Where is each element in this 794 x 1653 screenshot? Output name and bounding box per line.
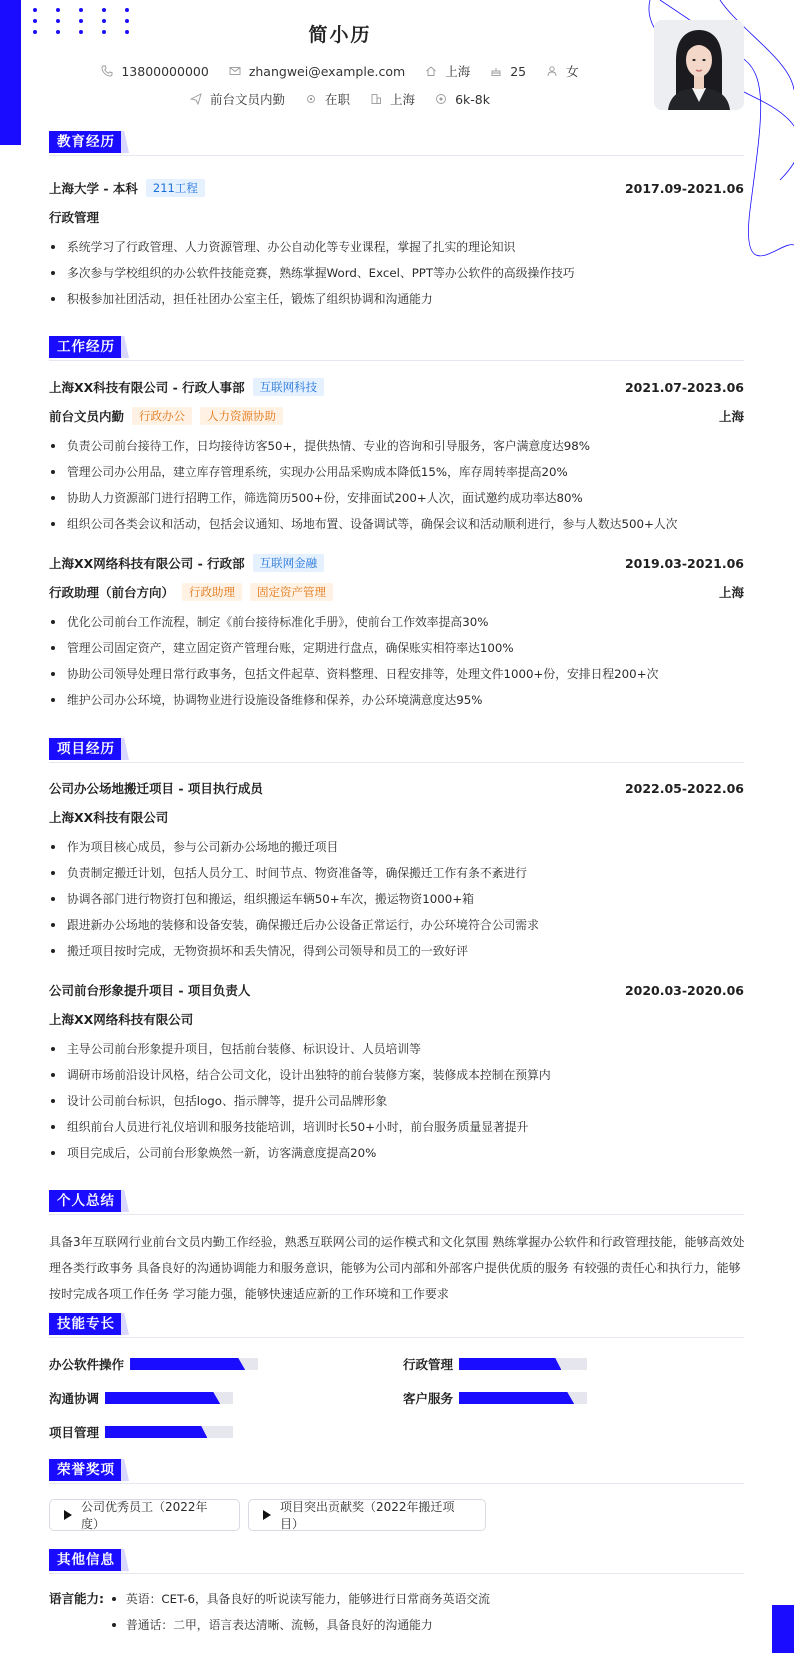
award-text: 公司优秀员工（2022年度） [81, 1500, 208, 1531]
skill-item [49, 1389, 233, 1407]
role-tag: 固定资产管理 [250, 583, 333, 601]
list-item: 协调各部门进行物资打包和搬运，组织搬运车辆50+车次，搬运物资1000+箱 [49, 886, 749, 912]
industry-badge: 互联网科技 [253, 378, 325, 396]
candidate-name: 简小历 [308, 24, 372, 46]
list-item: 英语：CET-6，具备良好的听说读写能力，能够进行日常商务英语交流 [108, 1586, 748, 1612]
accent-bar-bottom-right [772, 1605, 794, 1653]
section-skills [49, 1313, 744, 1335]
section-tag-tail [121, 1459, 129, 1481]
job-intent-row [0, 90, 680, 108]
intended-position [190, 90, 285, 108]
job-role: 行政助理（前台方向） [49, 585, 175, 600]
section-tag-tail [121, 1313, 129, 1335]
list-item: 项目完成后，公司前台形象焕然一新，访客满意度提高20% [49, 1140, 749, 1166]
job-header [49, 554, 744, 572]
skill-name: 项目管理 [49, 1425, 100, 1440]
phone [101, 64, 208, 79]
project-title: 公司办公场地搬迁项目 - 项目执行成员 [49, 781, 263, 796]
job-city: 上海 [718, 585, 744, 600]
skill-name: 沟通协调 [49, 1391, 100, 1406]
section-tag-tail [121, 1549, 129, 1571]
award-text: 项目突出贡献奖（2022年搬迁项目） [280, 1500, 455, 1531]
skill-item [403, 1355, 587, 1373]
person-icon [546, 65, 558, 77]
divider [49, 762, 744, 763]
project-date: 2020.03-2020.06 [624, 982, 744, 998]
send-icon [190, 93, 202, 105]
gender-text: 女 [566, 64, 579, 79]
section-title: 荣誉奖项 [49, 1459, 123, 1481]
company-name: 上海XX科技有限公司 - 行政人事部 [49, 380, 245, 395]
skill-bar-fill [459, 1358, 561, 1370]
phone-icon [101, 65, 113, 77]
project-title: 公司前台形象提升项目 - 项目负责人 [49, 983, 251, 998]
list-item: 组织公司各类会议和活动，包括会议通知、场地布置、设备调试等，确保会议和活动顺利进行，参与人数达500+人次 [49, 511, 749, 537]
email [229, 64, 405, 79]
section-tag-tail [121, 131, 129, 153]
status-icon [305, 93, 317, 105]
project-org: 上海XX网络科技有限公司 [49, 1012, 194, 1027]
divider [49, 1337, 744, 1338]
skill-item [49, 1423, 233, 1441]
divider [49, 1214, 744, 1215]
divider [49, 155, 744, 156]
section-title: 技能专长 [49, 1313, 123, 1335]
project-header [49, 779, 744, 797]
award-item [248, 1499, 486, 1531]
school-badge: 211工程 [146, 179, 205, 197]
role-tag: 行政办公 [132, 407, 192, 425]
expected-salary [435, 92, 490, 107]
skill-item [49, 1355, 258, 1373]
list-item: 负责制定搬迁计划，包括人员分工、时间节点、物资准备等，确保搬迁工作有条不紊进行 [49, 860, 749, 886]
skill-name: 客户服务 [403, 1391, 454, 1406]
location-text: 上海 [445, 64, 471, 79]
section-awards [49, 1459, 744, 1481]
cake-icon [490, 65, 502, 77]
home-icon [425, 65, 437, 77]
skill-item [403, 1389, 587, 1407]
skill-bar-fill [105, 1392, 220, 1404]
list-item: 管理公司固定资产，建立固定资产管理台账，定期进行盘点，确保账实相符率达100% [49, 635, 749, 661]
phone-text: 13800000000 [121, 63, 209, 79]
section-summary [49, 1190, 744, 1212]
list-item: 优化公司前台工作流程，制定《前台接待标准化手册》，使前台工作效率提高30% [49, 609, 749, 635]
major: 行政管理 [49, 210, 100, 225]
skill-bar [459, 1358, 587, 1370]
section-title: 项目经历 [49, 738, 123, 760]
industry-badge: 互联网金融 [253, 554, 325, 572]
triangle-icon [64, 1510, 72, 1520]
job-bullets [49, 609, 749, 713]
job-role-row [49, 407, 744, 425]
section-title: 个人总结 [49, 1190, 123, 1212]
job-role-row [49, 583, 744, 601]
list-item: 主导公司前台形象提升项目，包括前台装修、标识设计、人员培训等 [49, 1036, 749, 1062]
list-item: 组织前台人员进行礼仪培训和服务技能培训，培训时长50+小时，前台服务质量显著提升 [49, 1114, 749, 1140]
age [490, 64, 526, 79]
school-name: 上海大学 - 本科 [49, 181, 138, 196]
section-education [49, 131, 744, 153]
intended-position-text: 前台文员内勤 [210, 92, 286, 107]
project-bullets [49, 1036, 749, 1166]
section-title: 工作经历 [49, 336, 123, 358]
job-header [49, 378, 744, 396]
list-item: 负责公司前台接待工作，日均接待访客50+，提供热情、专业的咨询和引导服务，客户满意度达98% [49, 433, 749, 459]
project-date: 2022.05-2022.06 [624, 780, 744, 796]
skill-bar [459, 1392, 587, 1404]
summary-text: 具备3年互联网行业前台文员内勤工作经验，熟悉互联网公司的运作模式和文化氛围 熟练掌握办公软件和行政管理技能，能够高效处理各类行政事务 具备良好的沟通协调能力和服务意识，能够为公司内部和外部客户提供优质的服务 有较强的责任心和执行力，能够按时完成各项工作任务 学习能力强，能够快速适应新的工作环境和工作要求 [49, 1235, 745, 1301]
section-work [49, 336, 744, 358]
list-item: 跟进新办公场地的装修和设备安装，确保搬迁后办公设备正常运行，办公环境符合公司需求 [49, 912, 749, 938]
gender [546, 62, 579, 80]
section-tag-tail [121, 1190, 129, 1212]
triangle-icon [263, 1510, 271, 1520]
project-org-row [49, 1010, 744, 1028]
job-status [305, 90, 350, 108]
profile-photo [654, 20, 744, 110]
list-item: 系统学习了行政管理、人力资源管理、办公自动化等专业课程，掌握了扎实的理论知识 [49, 234, 749, 260]
section-tag-tail [121, 738, 129, 760]
section-tag-tail [121, 336, 129, 358]
education-date: 2017.09-2021.06 [624, 180, 744, 196]
award-item [49, 1499, 240, 1531]
skill-bar-fill [105, 1426, 207, 1438]
job-bullets [49, 433, 749, 537]
building-icon [370, 93, 382, 105]
skill-name: 行政管理 [403, 1357, 454, 1372]
project-org-row [49, 808, 744, 826]
skill-bar [105, 1426, 233, 1438]
location [425, 62, 470, 80]
divider [49, 1573, 744, 1574]
intended-city [370, 90, 415, 108]
contact-row [0, 62, 680, 80]
list-item: 调研市场前沿设计风格，结合公司文化，设计出独特的前台装修方案，装修成本控制在预算内 [49, 1062, 749, 1088]
section-projects [49, 738, 744, 760]
project-header [49, 981, 744, 999]
list-item: 协助人力资源部门进行招聘工作，筛选简历500+份，安排面试200+人次，面试邀约成功率达80% [49, 485, 749, 511]
job-status-text: 在职 [325, 92, 351, 107]
expected-salary-text: 6k-8k [455, 91, 490, 107]
skill-bar [130, 1358, 258, 1370]
job-date: 2019.03-2021.06 [624, 555, 744, 571]
list-item: 协助公司领导处理日常行政事务，包括文件起草、资料整理、日程安排等，处理文件1000+份，安排日程200+次 [49, 661, 749, 687]
job-city: 上海 [718, 409, 744, 424]
divider [49, 360, 744, 361]
section-title: 其他信息 [49, 1549, 123, 1571]
language-label: 语言能力: [49, 1591, 104, 1606]
skill-name: 办公软件操作 [49, 1357, 125, 1372]
role-tag: 行政助理 [182, 583, 242, 601]
list-item: 管理公司办公用品，建立库存管理系统，实现办公用品采购成本降低15%，库存周转率提高20% [49, 459, 749, 485]
project-bullets [49, 834, 749, 964]
skill-bar-fill [459, 1392, 574, 1404]
section-other [49, 1549, 744, 1571]
job-date: 2021.07-2023.06 [624, 379, 744, 395]
email-text: zhangwei@example.com [248, 63, 406, 79]
project-org: 上海XX科技有限公司 [49, 810, 169, 825]
education-entry-header [49, 179, 744, 197]
list-item: 积极参加社团活动，担任社团办公室主任，锻炼了组织协调和沟通能力 [49, 286, 749, 312]
mail-icon [229, 65, 241, 77]
section-title: 教育经历 [49, 131, 123, 153]
language-list [108, 1586, 748, 1638]
list-item: 多次参与学校组织的办公软件技能竞赛，熟练掌握Word、Excel、PPT等办公软件的高级操作技巧 [49, 260, 749, 286]
job-role: 前台文员内勤 [49, 409, 125, 424]
list-item: 普通话：二甲，语言表达清晰、流畅，具备良好的沟通能力 [108, 1612, 748, 1638]
coin-icon [435, 93, 447, 105]
skill-bar-fill [130, 1358, 245, 1370]
education-bullets [49, 234, 749, 312]
company-name: 上海XX网络科技有限公司 - 行政部 [49, 556, 245, 571]
role-tag: 人力资源协助 [200, 407, 283, 425]
intended-city-text: 上海 [390, 92, 416, 107]
skill-bar [105, 1392, 233, 1404]
list-item: 作为项目核心成员，参与公司新办公场地的搬迁项目 [49, 834, 749, 860]
list-item: 维护公司办公环境，协调物业进行设施设备维修和保养，办公环境满意度达95% [49, 687, 749, 713]
list-item: 搬迁项目按时完成，无物资损坏和丢失情况，得到公司领导和员工的一致好评 [49, 938, 749, 964]
divider [49, 1483, 744, 1484]
age-text: 25 [510, 63, 527, 79]
list-item: 设计公司前台标识，包括logo、指示牌等，提升公司品牌形象 [49, 1088, 749, 1114]
education-major-row [49, 208, 744, 226]
